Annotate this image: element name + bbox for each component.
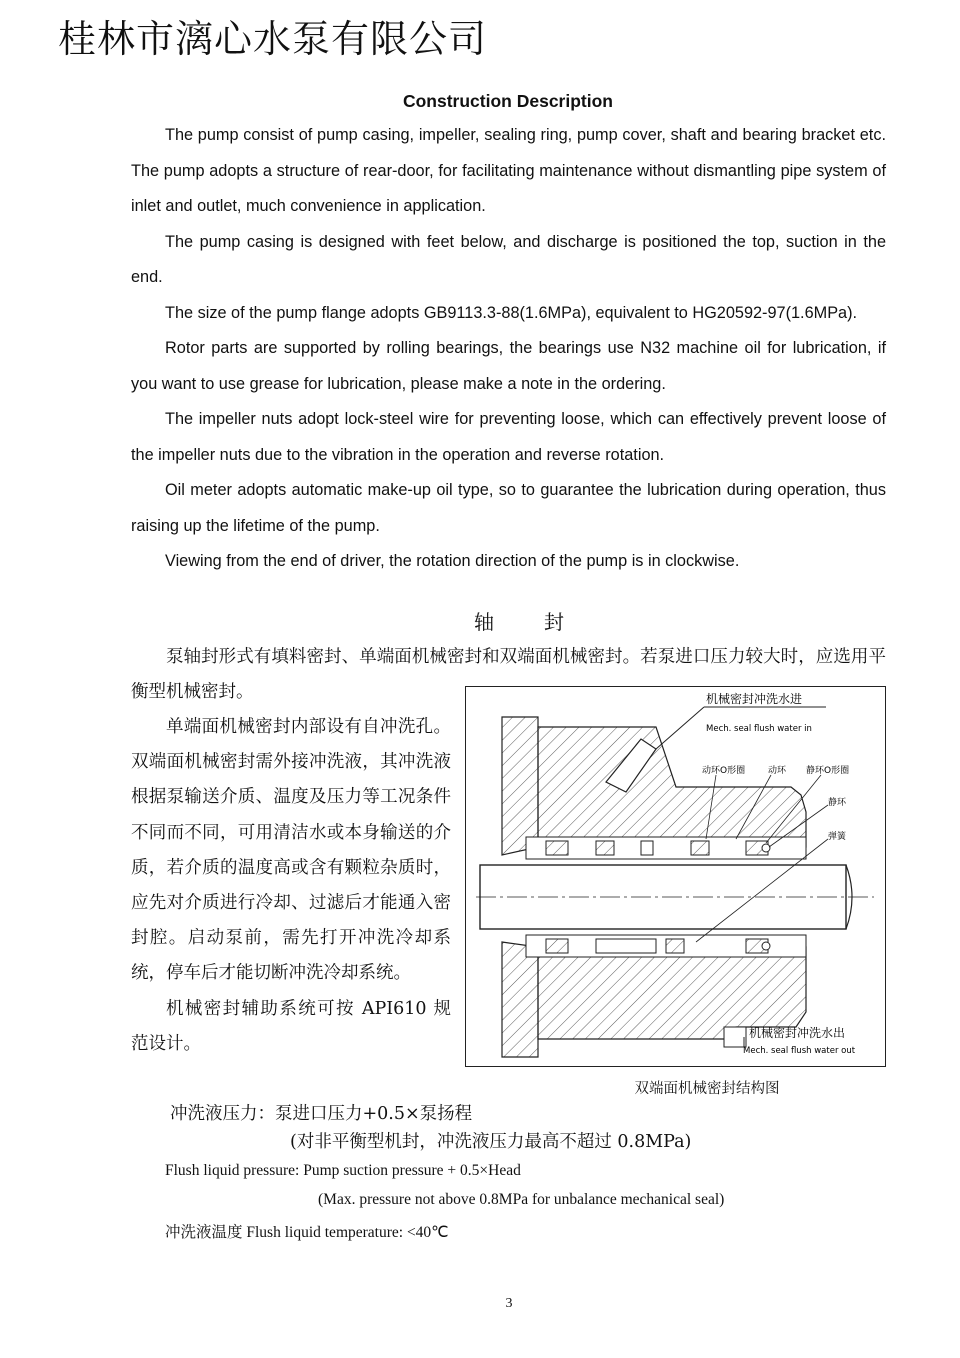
label-outlet-en: Mech. seal flush water out <box>743 1046 856 1056</box>
paragraph: The pump consist of pump casing, impeller, sealing ring, pump cover, shaft and bearing bracket etc. The pump adopts a structure of rear-door, for facilitating maintenance without dismantling pipe system of inlet and outlet, much convenience in application. <box>131 126 886 215</box>
label-o-ring-static: 静环O形圈 <box>806 766 850 776</box>
flush-pressure-en: Flush liquid pressure: Pump suction pressure + 0.5×Head <box>165 1162 521 1179</box>
label-spring: 弹簧 <box>828 832 847 842</box>
construction-description <box>131 118 886 580</box>
label-static-ring: 静环 <box>828 798 847 808</box>
flush-temperature: 冲洗液温度 Flush liquid temperature: <40℃ <box>165 1224 449 1241</box>
flange-upper <box>502 717 538 855</box>
section-title-construction: Construction Description <box>402 91 613 111</box>
mechanical-seal-figure <box>465 686 886 1067</box>
flush-pressure-cn: 冲洗液压力：泵进口压力+0.5×泵扬程 <box>170 1104 473 1124</box>
casing-upper <box>538 727 806 847</box>
paragraph: Viewing from the end of driver, the rotation direction of the pump is in clockwise. <box>165 552 740 570</box>
paragraph: The impeller nuts adopt lock-steel wire for preventing loose, which can effectively prevent loose of the impeller nuts due to the vibration in the operation and reverse rotation. <box>131 410 886 464</box>
label-inlet-cn: 机械密封冲洗水进 <box>706 692 803 706</box>
paragraph: Oil meter adopts automatic make-up oil type, so to guarantee the lubrication during operation, thus raising up the lifetime of the pump. <box>131 481 886 535</box>
paragraph: 泵轴封形式有填料密封、单端面机械密封和双端面机械密封。若泵进口压力较大时，应选用平衡型机械密封。 <box>131 647 886 702</box>
paragraph: 机械密封辅助系统可按 API610 规范设计。 <box>131 998 451 1054</box>
company-name: 桂林市漓心水泵有限公司 <box>58 17 488 61</box>
label-outlet-cn: 机械密封冲洗水出 <box>749 1026 846 1040</box>
label-rotating-ring: 动环 <box>768 766 787 776</box>
flush-pressure-note-en: (Max. pressure not above 0.8MPa for unbalance mechanical seal) <box>318 1191 725 1208</box>
paragraph: Rotor parts are supported by rolling bearings, the bearings use N32 machine oil for lubrication, if you want to use grease for lubrication, please make a note in the ordering. <box>131 339 886 393</box>
page-number: 3 <box>505 1296 513 1311</box>
paragraph: 单端面机械密封内部设有自冲洗孔。双端面机械密封需外接冲洗液，其冲洗液根据泵输送介质、温度及压力等工况条件不同而不同，可用清洁水或本身输送的介质，若介质的温度高或含有颗粒杂质时，应先对介质进行冷却、过滤后才能通入密封腔。启动泵前，需先打开冲洗冷却系统，停车后才能切断冲洗冷却系统。 <box>131 717 451 984</box>
paragraph: The size of the pump flange adopts GB9113.3-88(1.6MPa), equivalent to HG20592-97(1.6MPa). <box>165 303 858 322</box>
figure-caption: 双端面机械密封结构图 <box>634 1081 780 1097</box>
shaft-seal-text-column <box>131 710 451 1062</box>
seal-drawing <box>466 687 885 1066</box>
flange-lower <box>502 942 538 1057</box>
paragraph: The pump casing is designed with feet below, and discharge is positioned the top, suction in the end. <box>131 232 886 286</box>
label-inlet-en: Mech. seal flush water in <box>706 724 812 734</box>
section-title-shaft-seal: 轴封 <box>474 610 614 634</box>
flush-pressure-note-cn: (对非平衡型机封，冲洗液压力最高不超过 0.8MPa) <box>290 1132 692 1152</box>
label-o-ring-rotating: 动环O形圈 <box>702 766 746 776</box>
